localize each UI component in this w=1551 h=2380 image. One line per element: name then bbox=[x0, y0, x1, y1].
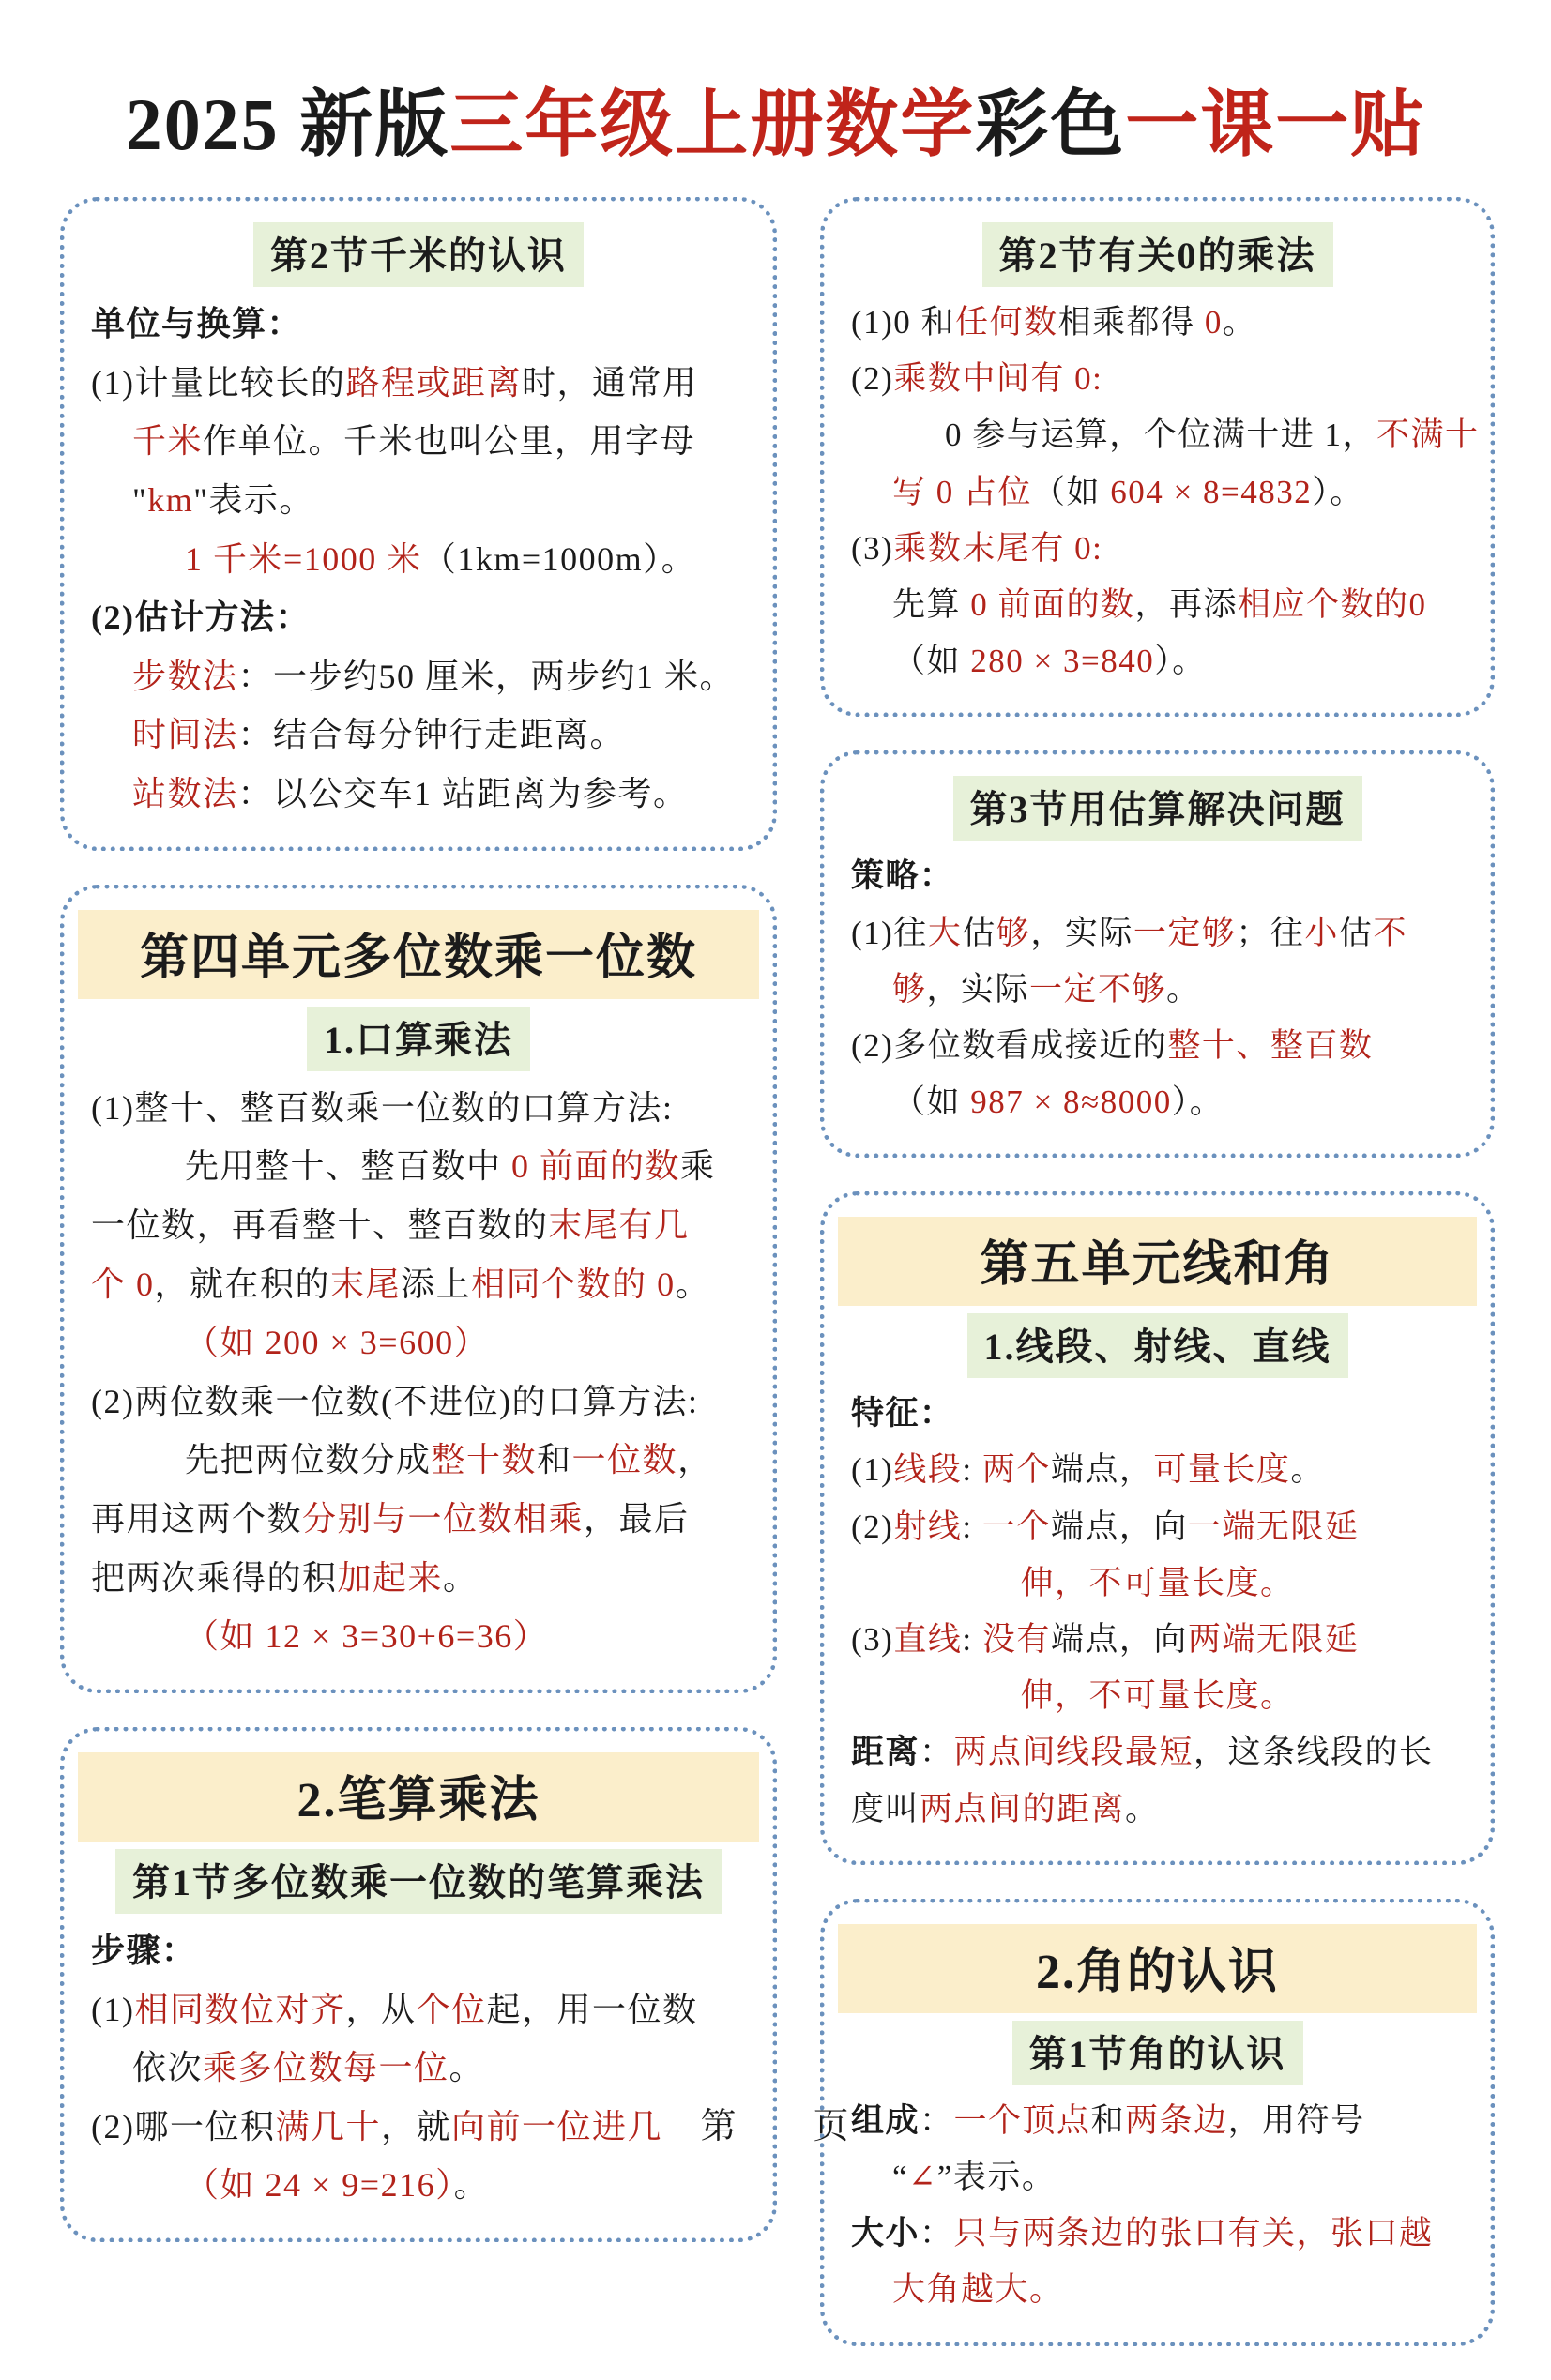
text-segment: 千米 bbox=[132, 422, 204, 461]
text-segment: 没有 bbox=[981, 1621, 1051, 1658]
text-segment: 。 bbox=[1222, 304, 1257, 341]
text-line bbox=[91, 1313, 746, 1372]
text-segment: 一个顶点 bbox=[953, 2101, 1091, 2139]
text-segment: （如 200 × 3=600） bbox=[185, 1324, 490, 1362]
text-segment: 端点，向 bbox=[1050, 1508, 1188, 1545]
text-line bbox=[91, 705, 746, 765]
text-segment: 相乘都得 bbox=[1057, 304, 1205, 341]
text-segment: 两端无限延 bbox=[1187, 1621, 1360, 1658]
text-segment: 。 bbox=[1125, 1790, 1160, 1827]
text-line bbox=[91, 1137, 746, 1196]
unit-band-title: 2.角的认识 bbox=[838, 1924, 1477, 2013]
text-line bbox=[851, 905, 1464, 962]
unit-band-title: 第五单元线和角 bbox=[838, 1217, 1477, 1306]
left-column bbox=[60, 197, 777, 2276]
text-segment: ：以公交车1 站距离为参考。 bbox=[237, 775, 689, 812]
text-segment: (2)估计方法： bbox=[91, 599, 311, 637]
text-segment: (1) bbox=[91, 1990, 135, 2028]
text-segment: 时间法 bbox=[132, 716, 238, 754]
text-line bbox=[851, 407, 1480, 463]
text-segment: ，就在积的 bbox=[154, 1265, 331, 1303]
text-segment: 两个 bbox=[981, 1451, 1051, 1489]
text-line bbox=[91, 647, 746, 706]
text-segment: “ bbox=[892, 2158, 909, 2195]
text-line bbox=[851, 2262, 1464, 2318]
text-segment: ： bbox=[920, 2215, 954, 2252]
text-segment: 分别与一位数相乘 bbox=[302, 1500, 585, 1538]
text-segment: (1)计量比较长的 bbox=[91, 363, 346, 402]
text-segment: （如 24 × 9=216） bbox=[185, 2166, 454, 2205]
text-segment: (1)0 和 bbox=[851, 304, 956, 341]
text-line bbox=[851, 1018, 1464, 1074]
text-segment: ，用符号 bbox=[1227, 2101, 1365, 2139]
text-segment: 站数法 bbox=[132, 775, 238, 812]
text-segment: ”表示。 bbox=[936, 2158, 1057, 2195]
text-segment: ）。 bbox=[1312, 473, 1364, 510]
text-segment: ；往 bbox=[1236, 914, 1305, 951]
text-line bbox=[851, 577, 1464, 633]
text-segment: 估 bbox=[962, 914, 996, 951]
right-column bbox=[820, 197, 1495, 2380]
section-heading: 第1节角的认识 bbox=[1012, 2021, 1303, 2085]
text-segment: 大 bbox=[927, 914, 963, 951]
text-segment: 伸，不可量长度。 bbox=[1020, 1677, 1295, 1715]
section-heading-row bbox=[91, 1849, 746, 1914]
section-heading-row bbox=[851, 222, 1464, 287]
section-heading: 第1节多位数乘一位数的笔算乘法 bbox=[115, 1849, 722, 1914]
text-segment: 单位与换算： bbox=[91, 305, 303, 342]
text-line bbox=[91, 530, 746, 589]
text-line bbox=[851, 633, 1464, 690]
text-segment: ： bbox=[920, 1734, 954, 1771]
text-line bbox=[851, 2206, 1464, 2262]
text-segment: 时，通常用 bbox=[522, 363, 698, 402]
text-segment: ）。 bbox=[1154, 643, 1207, 680]
text-segment: 一课一贴 bbox=[1125, 83, 1426, 165]
text-segment: 起，用一位数 bbox=[486, 1990, 698, 2028]
text-segment: (2)哪一位积 bbox=[91, 2107, 276, 2145]
text-segment: 。 bbox=[675, 1265, 711, 1303]
text-segment: 不满十 bbox=[1376, 417, 1480, 454]
text-segment: （如 bbox=[1032, 473, 1111, 510]
text-segment: 路程或距离 bbox=[345, 363, 522, 402]
text-segment: ，实际 bbox=[1030, 914, 1133, 951]
section-heading: 第2节有关0的乘法 bbox=[982, 222, 1333, 287]
box-unit5-lines-and-angles bbox=[820, 1191, 1495, 1865]
text-segment: 依次 bbox=[132, 2049, 204, 2087]
text-segment: (3) bbox=[851, 1621, 894, 1658]
text-line bbox=[91, 588, 746, 647]
text-segment: 不 bbox=[1373, 914, 1407, 951]
text-segment: （如 12 × 3=30+6=36） bbox=[185, 1617, 549, 1656]
text-segment: 一位数 bbox=[571, 1441, 678, 1479]
text-segment: (1)往 bbox=[851, 914, 928, 951]
text-segment: 0 bbox=[1204, 304, 1223, 341]
section-heading-row bbox=[91, 1007, 746, 1071]
text-segment: 相同数位对齐 bbox=[134, 1990, 346, 2028]
text-segment: 相应个数的0 bbox=[1238, 585, 1427, 623]
text-segment: 三年级上册数学 bbox=[449, 83, 976, 165]
text-segment: 相同个数的 0 bbox=[471, 1265, 676, 1303]
text-segment: ， bbox=[677, 1441, 713, 1479]
text-line bbox=[851, 962, 1464, 1018]
text-segment: 大角越大。 bbox=[892, 2271, 1064, 2309]
text-segment: 个位 bbox=[416, 1990, 487, 2028]
text-segment: 两条边 bbox=[1125, 2101, 1228, 2139]
text-segment: 够 bbox=[996, 914, 1031, 951]
text-segment: 末尾有几 bbox=[548, 1205, 690, 1244]
section-heading-row bbox=[851, 776, 1464, 841]
text-line bbox=[851, 1612, 1464, 1668]
text-segment: ：一步约50 厘米，两步约1 米。 bbox=[237, 657, 736, 695]
text-line bbox=[851, 464, 1464, 521]
text-line bbox=[851, 1781, 1464, 1838]
section-heading-row bbox=[851, 2021, 1464, 2085]
text-segment: 。 bbox=[453, 2166, 490, 2205]
text-segment: 度叫 bbox=[851, 1790, 920, 1827]
text-segment: km bbox=[147, 480, 194, 519]
text-segment: 280 × 3=840 bbox=[970, 643, 1155, 680]
text-segment: 步骤： bbox=[91, 1931, 197, 1969]
text-segment: 满几十 bbox=[275, 2107, 381, 2145]
text-segment: ，实际 bbox=[926, 970, 1030, 1008]
footer-text: 第 页 bbox=[700, 2107, 851, 2146]
text-segment: 整十、整百数 bbox=[1167, 1026, 1374, 1064]
text-segment: : bbox=[962, 1451, 982, 1489]
box-unit4-multidigit-multiplication bbox=[60, 885, 777, 1693]
section-heading: 1.线段、射线、直线 bbox=[967, 1313, 1348, 1378]
text-segment: 0 前面的数 bbox=[970, 585, 1135, 623]
text-segment: 向前一位进几 bbox=[451, 2107, 663, 2145]
text-line bbox=[91, 1607, 746, 1666]
text-line bbox=[91, 1431, 746, 1490]
text-segment: （如 bbox=[892, 643, 971, 680]
text-segment: 伸，不可量长度。 bbox=[1020, 1564, 1295, 1601]
text-segment: (2) bbox=[851, 1508, 894, 1545]
text-line bbox=[91, 1372, 746, 1432]
text-line bbox=[91, 295, 746, 354]
text-segment: 0 参与运算，个位满十进 1， bbox=[945, 417, 1377, 454]
text-line bbox=[91, 1079, 746, 1138]
text-segment: ：结合每分钟行走距离。 bbox=[237, 716, 626, 754]
text-segment: (2) bbox=[851, 360, 894, 398]
text-segment: 。 bbox=[1290, 1451, 1325, 1489]
text-segment: 整十数 bbox=[431, 1441, 538, 1479]
text-line bbox=[91, 471, 746, 530]
text-segment: : bbox=[962, 1621, 982, 1658]
text-segment: 一位数，再看整十、整百数的 bbox=[91, 1205, 549, 1244]
text-segment: 直线 bbox=[893, 1621, 963, 1658]
text-segment: （如 bbox=[892, 1084, 971, 1121]
text-segment: 添上 bbox=[401, 1265, 472, 1303]
box-zero-multiplication bbox=[820, 197, 1495, 717]
text-segment: 个 0 bbox=[91, 1265, 155, 1303]
page-title bbox=[0, 0, 1551, 171]
text-segment: 和 bbox=[537, 1441, 572, 1479]
text-segment: (1) bbox=[851, 1451, 894, 1489]
text-segment: (1)整十、整百数乘一位数的口算方法: bbox=[91, 1088, 674, 1127]
text-segment: ）。 bbox=[1171, 1084, 1224, 1121]
text-segment: 一个 bbox=[981, 1508, 1051, 1545]
text-line bbox=[91, 412, 746, 471]
section-heading: 第2节千米的认识 bbox=[253, 222, 584, 287]
text-segment: 端点， bbox=[1050, 1451, 1154, 1489]
text-segment: 再用这两个数 bbox=[91, 1500, 303, 1538]
text-segment: 和 bbox=[1090, 2101, 1126, 2139]
text-segment: 彩色 bbox=[975, 83, 1126, 165]
text-line bbox=[91, 1921, 746, 1980]
text-line bbox=[91, 1196, 746, 1255]
text-segment: 估 bbox=[1338, 914, 1374, 951]
text-segment: 线段 bbox=[893, 1451, 963, 1489]
text-segment: 可量长度 bbox=[1153, 1451, 1291, 1489]
text-segment: 乘数末尾有 0: bbox=[893, 529, 1103, 567]
section-heading: 第3节用估算解决问题 bbox=[953, 776, 1362, 841]
text-line bbox=[91, 1490, 746, 1549]
text-line bbox=[851, 1668, 1464, 1724]
text-segment: ，从 bbox=[345, 1990, 417, 2028]
text-line bbox=[91, 1255, 746, 1314]
text-segment: 两点间的距离 bbox=[920, 1790, 1126, 1827]
text-segment: 把两次乘得的积 bbox=[91, 1558, 338, 1597]
text-segment: 加起来 bbox=[337, 1558, 444, 1597]
text-line bbox=[851, 1442, 1464, 1498]
text-segment: 只与两条边的张口有关， bbox=[953, 2215, 1331, 2252]
text-line bbox=[851, 1074, 1464, 1130]
text-segment: 987 × 8≈8000 bbox=[970, 1084, 1172, 1121]
text-segment: 张口越 bbox=[1331, 2215, 1434, 2252]
text-segment: 先算 bbox=[892, 585, 971, 623]
text-segment: 策略： bbox=[851, 857, 954, 895]
text-segment: 先用整十、整百数中 bbox=[185, 1147, 512, 1186]
text-segment: 小 bbox=[1304, 914, 1339, 951]
box-written-multiplication bbox=[60, 1727, 777, 2242]
text-segment: 端点，向 bbox=[1050, 1621, 1188, 1658]
text-segment: 1 千米=1000 米 bbox=[185, 539, 422, 578]
text-segment: 。 bbox=[1166, 970, 1201, 1008]
text-segment: ： bbox=[920, 2101, 954, 2139]
text-segment: 大小 bbox=[851, 2215, 920, 2252]
text-segment: 任何数 bbox=[955, 304, 1058, 341]
text-segment: (3) bbox=[851, 529, 894, 567]
text-line bbox=[851, 521, 1464, 577]
text-line bbox=[851, 351, 1464, 407]
text-segment: 一定够 bbox=[1133, 914, 1237, 951]
text-segment: 。 bbox=[443, 1558, 479, 1597]
text-segment: : bbox=[962, 1508, 982, 1545]
text-segment: 写 0 占位 bbox=[892, 473, 1033, 510]
text-segment: 组成 bbox=[851, 2101, 920, 2139]
section-heading: 1.口算乘法 bbox=[307, 1007, 530, 1071]
box-estimation-problems bbox=[820, 750, 1495, 1158]
text-segment: 2025 新版 bbox=[125, 83, 450, 165]
section-heading-row bbox=[851, 1313, 1464, 1378]
text-line bbox=[851, 848, 1464, 904]
text-segment: ，这条线段的长 bbox=[1194, 1734, 1434, 1771]
text-segment: " bbox=[132, 480, 148, 519]
text-segment: 一定不够 bbox=[1029, 970, 1167, 1008]
unit-band-title: 2.笔算乘法 bbox=[78, 1752, 759, 1842]
unit-band-title: 第四单元多位数乘一位数 bbox=[78, 910, 759, 999]
text-segment: 末尾 bbox=[330, 1265, 402, 1303]
text-segment: 特征： bbox=[851, 1395, 954, 1433]
text-segment: 一端无限延 bbox=[1187, 1508, 1360, 1545]
text-segment: 两点间线段最短 bbox=[953, 1734, 1194, 1771]
text-line bbox=[91, 2039, 746, 2098]
text-line bbox=[91, 765, 746, 824]
text-line bbox=[851, 1555, 1464, 1612]
text-segment: "表示。 bbox=[193, 480, 314, 519]
text-segment: (2)多位数看成接近的 bbox=[851, 1026, 1168, 1064]
text-line bbox=[851, 2149, 1464, 2206]
text-segment: 604 × 8=4832 bbox=[1110, 473, 1313, 510]
text-segment: ，再添 bbox=[1134, 585, 1239, 623]
text-segment: 。 bbox=[449, 2049, 485, 2087]
text-line bbox=[851, 1499, 1464, 1555]
text-line bbox=[91, 2156, 746, 2215]
text-line bbox=[91, 1549, 746, 1608]
text-segment: ，最后 bbox=[584, 1500, 690, 1538]
text-line bbox=[851, 295, 1464, 351]
text-segment: (2)两位数乘一位数(不进位)的口算方法: bbox=[91, 1382, 699, 1420]
text-segment: 步数法 bbox=[132, 657, 238, 695]
text-segment: ∠ bbox=[908, 2158, 937, 2195]
page-footer bbox=[0, 2097, 1551, 2148]
text-segment: 乘数中间有 0: bbox=[893, 360, 1103, 398]
box-km-recognition bbox=[60, 197, 777, 851]
content-columns bbox=[0, 171, 1551, 2380]
text-line bbox=[91, 354, 746, 413]
text-segment: （1km=1000m）。 bbox=[421, 539, 697, 578]
text-segment: 距离 bbox=[851, 1734, 920, 1771]
text-segment: ，就 bbox=[381, 2107, 452, 2145]
text-segment: 先把两位数分成 bbox=[185, 1441, 432, 1479]
text-line bbox=[851, 1724, 1464, 1781]
text-segment: 够 bbox=[892, 970, 927, 1008]
text-segment: 0 前面的数 bbox=[511, 1147, 681, 1186]
text-segment: 射线 bbox=[893, 1508, 963, 1545]
section-heading-row bbox=[91, 222, 746, 287]
text-segment: 乘 bbox=[680, 1147, 716, 1186]
text-line bbox=[851, 1386, 1464, 1442]
text-segment: 作单位。千米也叫公里，用字母 bbox=[203, 422, 696, 461]
text-line bbox=[91, 1980, 746, 2039]
text-segment: 乘多位数每一位 bbox=[203, 2049, 449, 2087]
